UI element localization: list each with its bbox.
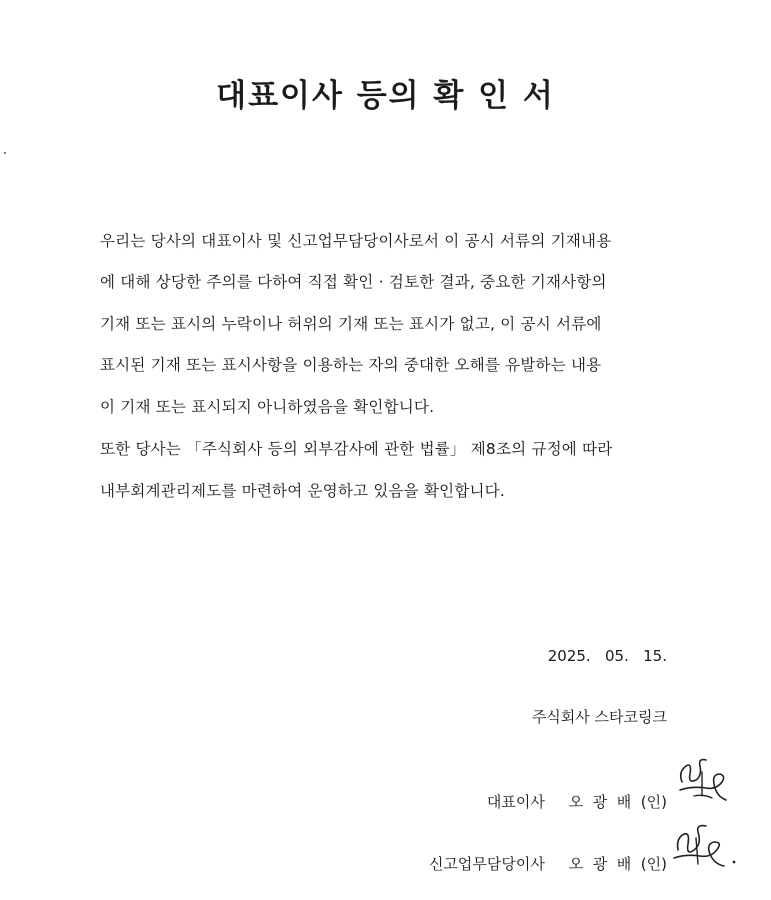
document-date: 2025. 05. 15. [547, 647, 667, 665]
body-line-4: 표시된 기재 또는 표시사항을 이용하는 자의 중대한 오해를 유발하는 내용 [100, 356, 602, 374]
body-line-1: 우리는 당사의 대표이사 및 신고업무담당이사로서 이 공시 서류의 기재내용 [100, 232, 612, 250]
signer-row-ceo [477, 769, 667, 813]
handwritten-signature-ceo [672, 752, 734, 810]
document-title: 대표이사 등의 확 인 서 [216, 78, 555, 114]
signer-name: 오 광 배 [568, 855, 632, 873]
body-line-2: 에 대해 상당한 주의를 다하여 직접 확인 · 검토한 결과, 중요한 기재사항의 [100, 273, 607, 291]
body-line-5: 이 기재 또는 표시되지 아니하였음을 확인합니다. [100, 398, 435, 416]
handwritten-signature-disclosure-officer [668, 816, 744, 874]
company-name: 주식회사 스타코링크 [531, 708, 667, 726]
signer-role: 대표이사 [486, 793, 545, 811]
signer-role: 신고업무담당이사 [428, 855, 545, 873]
signer-row-disclosure-officer [419, 831, 667, 875]
seal-mark: (인) [640, 855, 667, 873]
scan-speck [4, 152, 6, 154]
body-line-6: 또한 당사는 「주식회사 등의 외부감사에 관한 법률」 제8조의 규정에 따라 [100, 440, 613, 458]
body-line-7: 내부회계관리제도를 마련하여 운영하고 있음을 확인합니다. [100, 482, 505, 500]
signer-name: 오 광 배 [568, 793, 632, 811]
body-line-3: 기재 또는 표시의 누락이나 허위의 기재 또는 표시가 없고, 이 공시 서류에 [100, 315, 602, 333]
seal-mark: (인) [640, 793, 667, 811]
